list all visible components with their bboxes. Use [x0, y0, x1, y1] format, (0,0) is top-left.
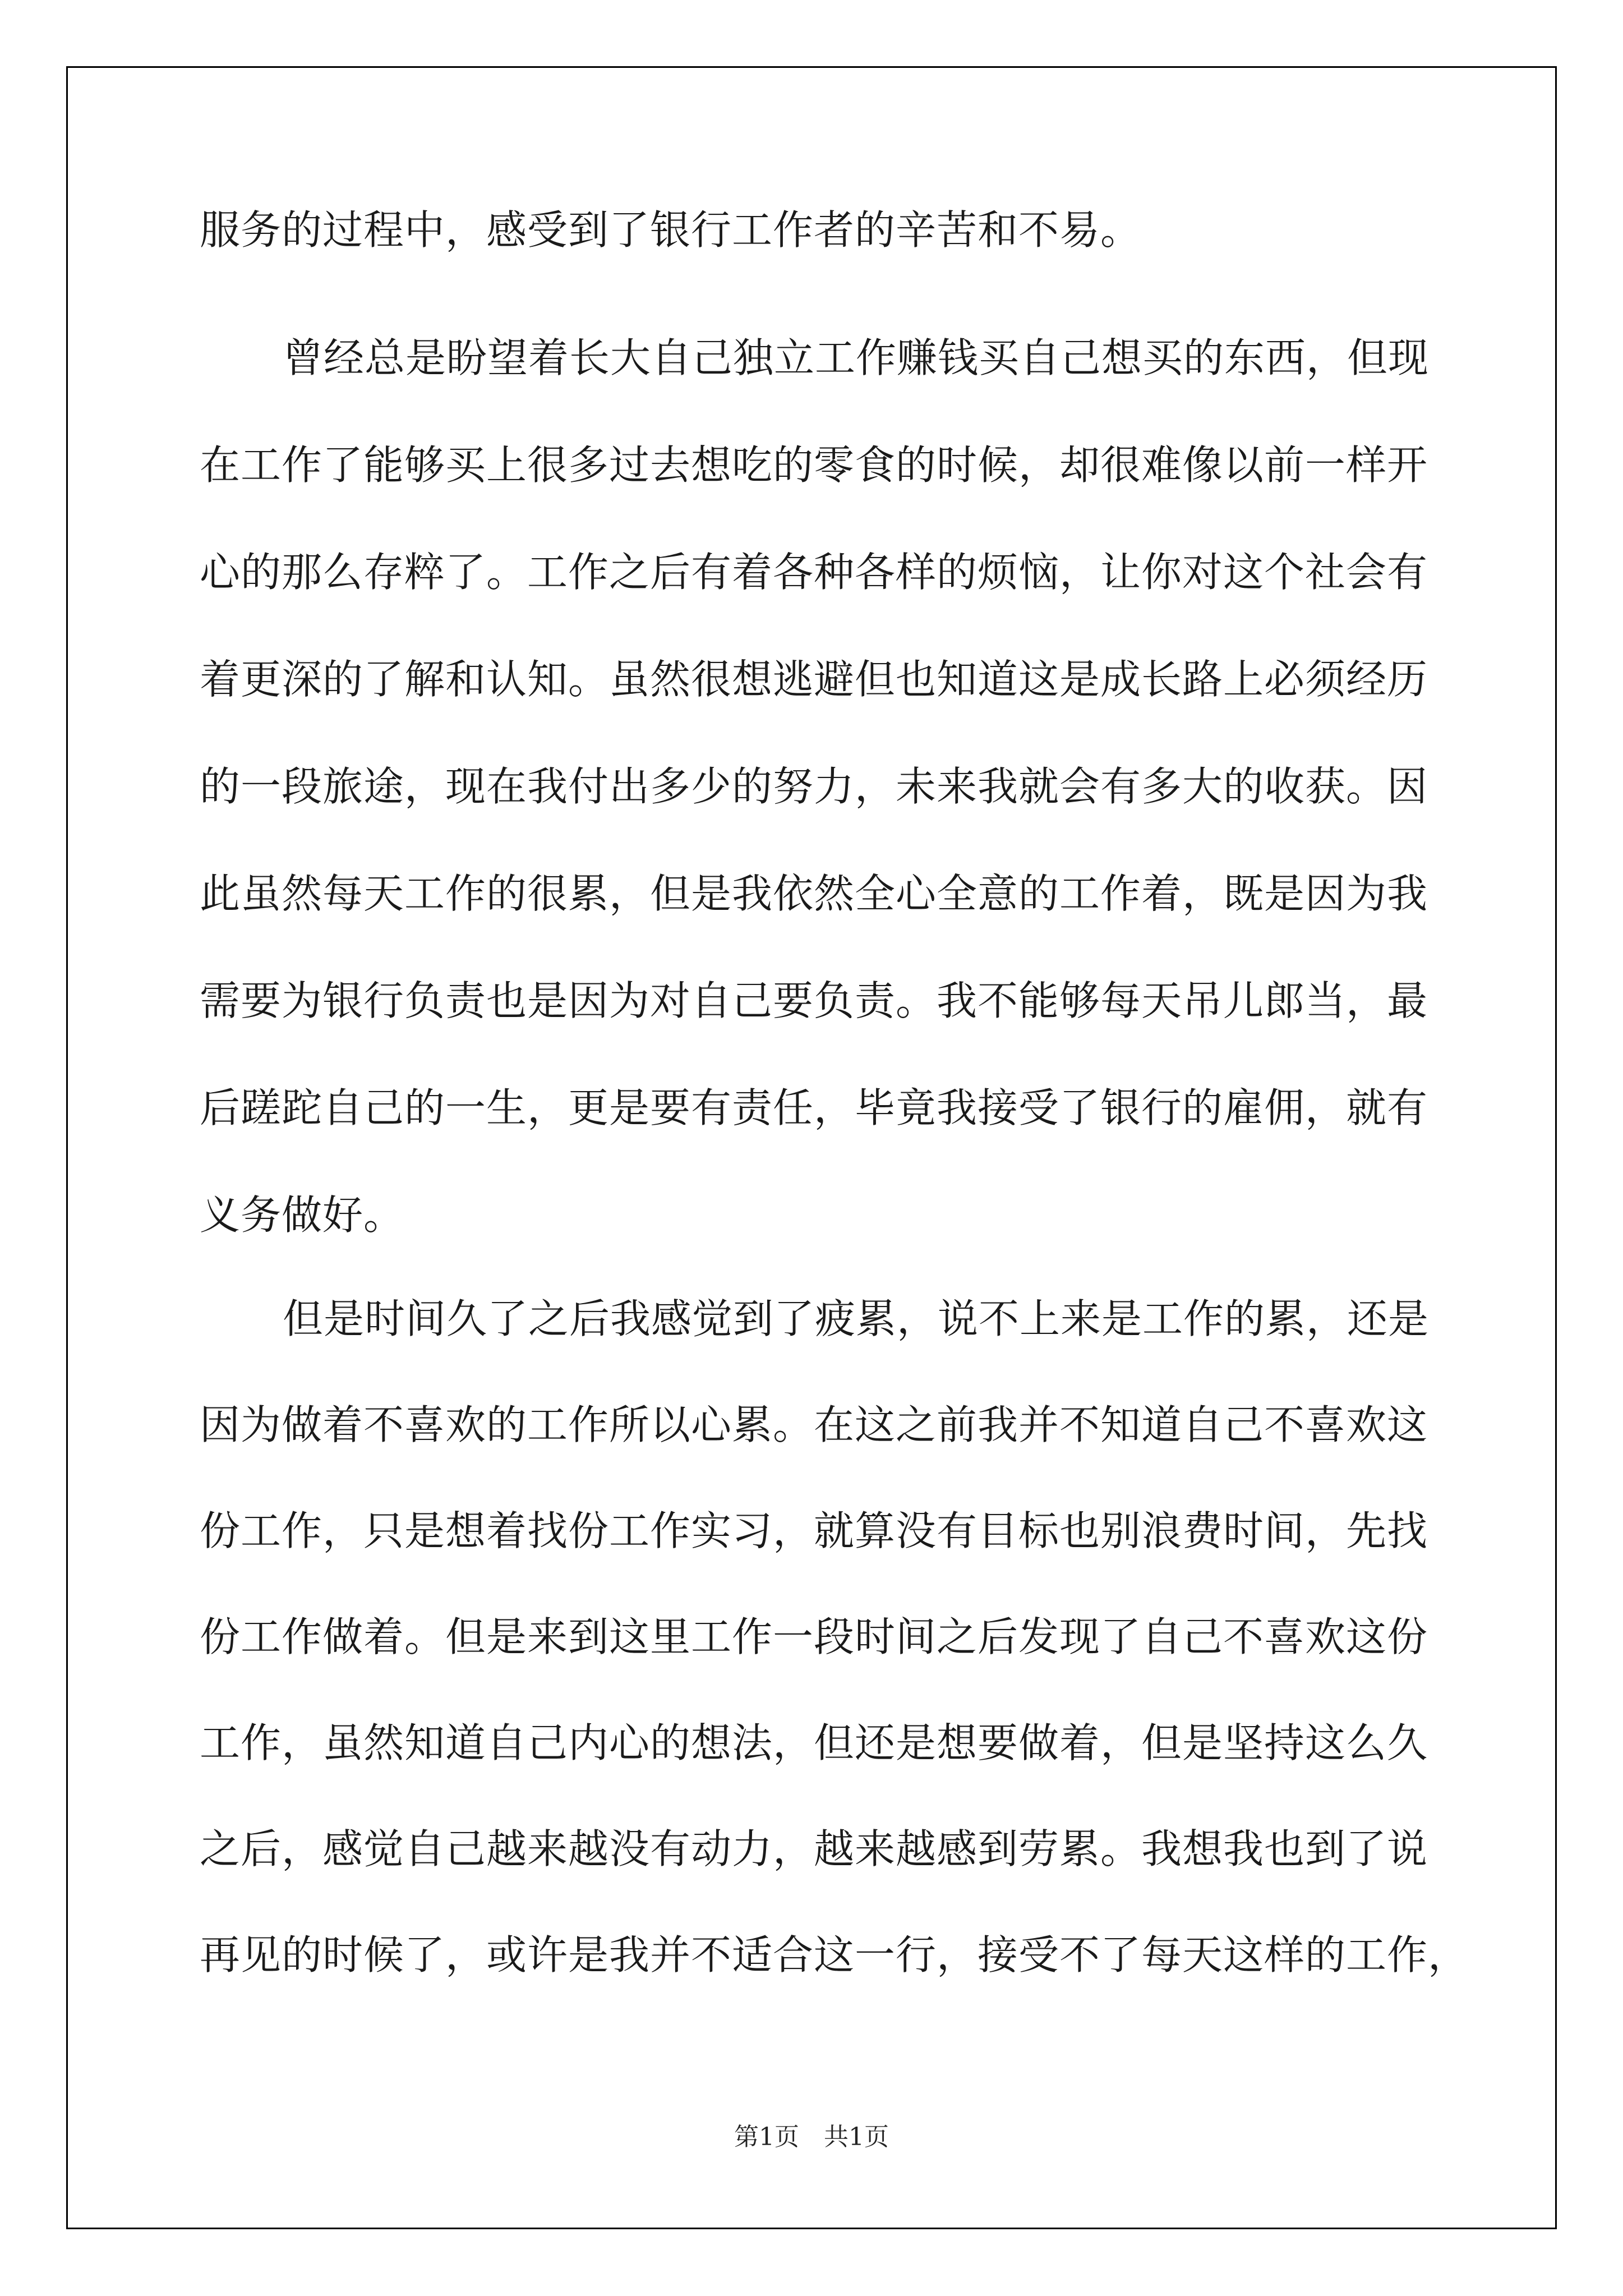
text-line: 份工作，只是想着找份工作实习，就算没有目标也别浪费时间，先找 [200, 1507, 1428, 1554]
text-line: 服务的过程中，感受到了银行工作者的辛苦和不易。 [200, 206, 1142, 254]
text-line: 心的那么存粹了。工作之后有着各种各样的烦恼，让你对这个社会有 [200, 549, 1428, 596]
text-line: 后蹉跎自己的一生，更是要有责任，毕竟我接受了银行的雇佣，就有 [200, 1084, 1428, 1131]
text-line: 的一段旅途，现在我付出多少的努力，未来我就会有多大的收获。因 [200, 763, 1428, 810]
text-line: 此虽然每天工作的很累，但是我依然全心全意的工作着，既是因为我 [200, 870, 1428, 917]
text-line: 义务做好。 [200, 1191, 405, 1239]
text-line: 份工作做着。但是来到这里工作一段时间之后发现了自己不喜欢这份 [200, 1613, 1428, 1660]
text-line: 着更深的了解和认知。虽然很想逃避但也知道这是成长路上必须经历 [200, 656, 1428, 703]
paragraph-start-line: 曾经总是盼望着长大自己独立工作赚钱买自己想买的东西，但现 [283, 334, 1430, 381]
text-line: 再见的时候了，或许是我并不适合这一行，接受不了每天这样的工作， [200, 1931, 1469, 1978]
text-line: 需要为银行负责也是因为对自己要负责。我不能够每天吊儿郎当，最 [200, 977, 1428, 1024]
paragraph-start-line: 但是时间久了之后我感觉到了疲累，说不上来是工作的累，还是 [283, 1295, 1430, 1342]
text-line: 之后，感觉自己越来越没有动力，越来越感到劳累。我想我也到了说 [200, 1825, 1428, 1872]
page-footer: 第1页 共1页 [734, 2123, 889, 2151]
text-line: 工作，虽然知道自己内心的想法，但还是想要做着，但是坚持这么久 [200, 1719, 1428, 1766]
text-line: 在工作了能够买上很多过去想吃的零食的时候，却很难像以前一样开 [200, 441, 1428, 489]
text-line: 因为做着不喜欢的工作所以心累。在这之前我并不知道自己不喜欢这 [200, 1401, 1428, 1448]
page-border [66, 66, 1557, 2229]
